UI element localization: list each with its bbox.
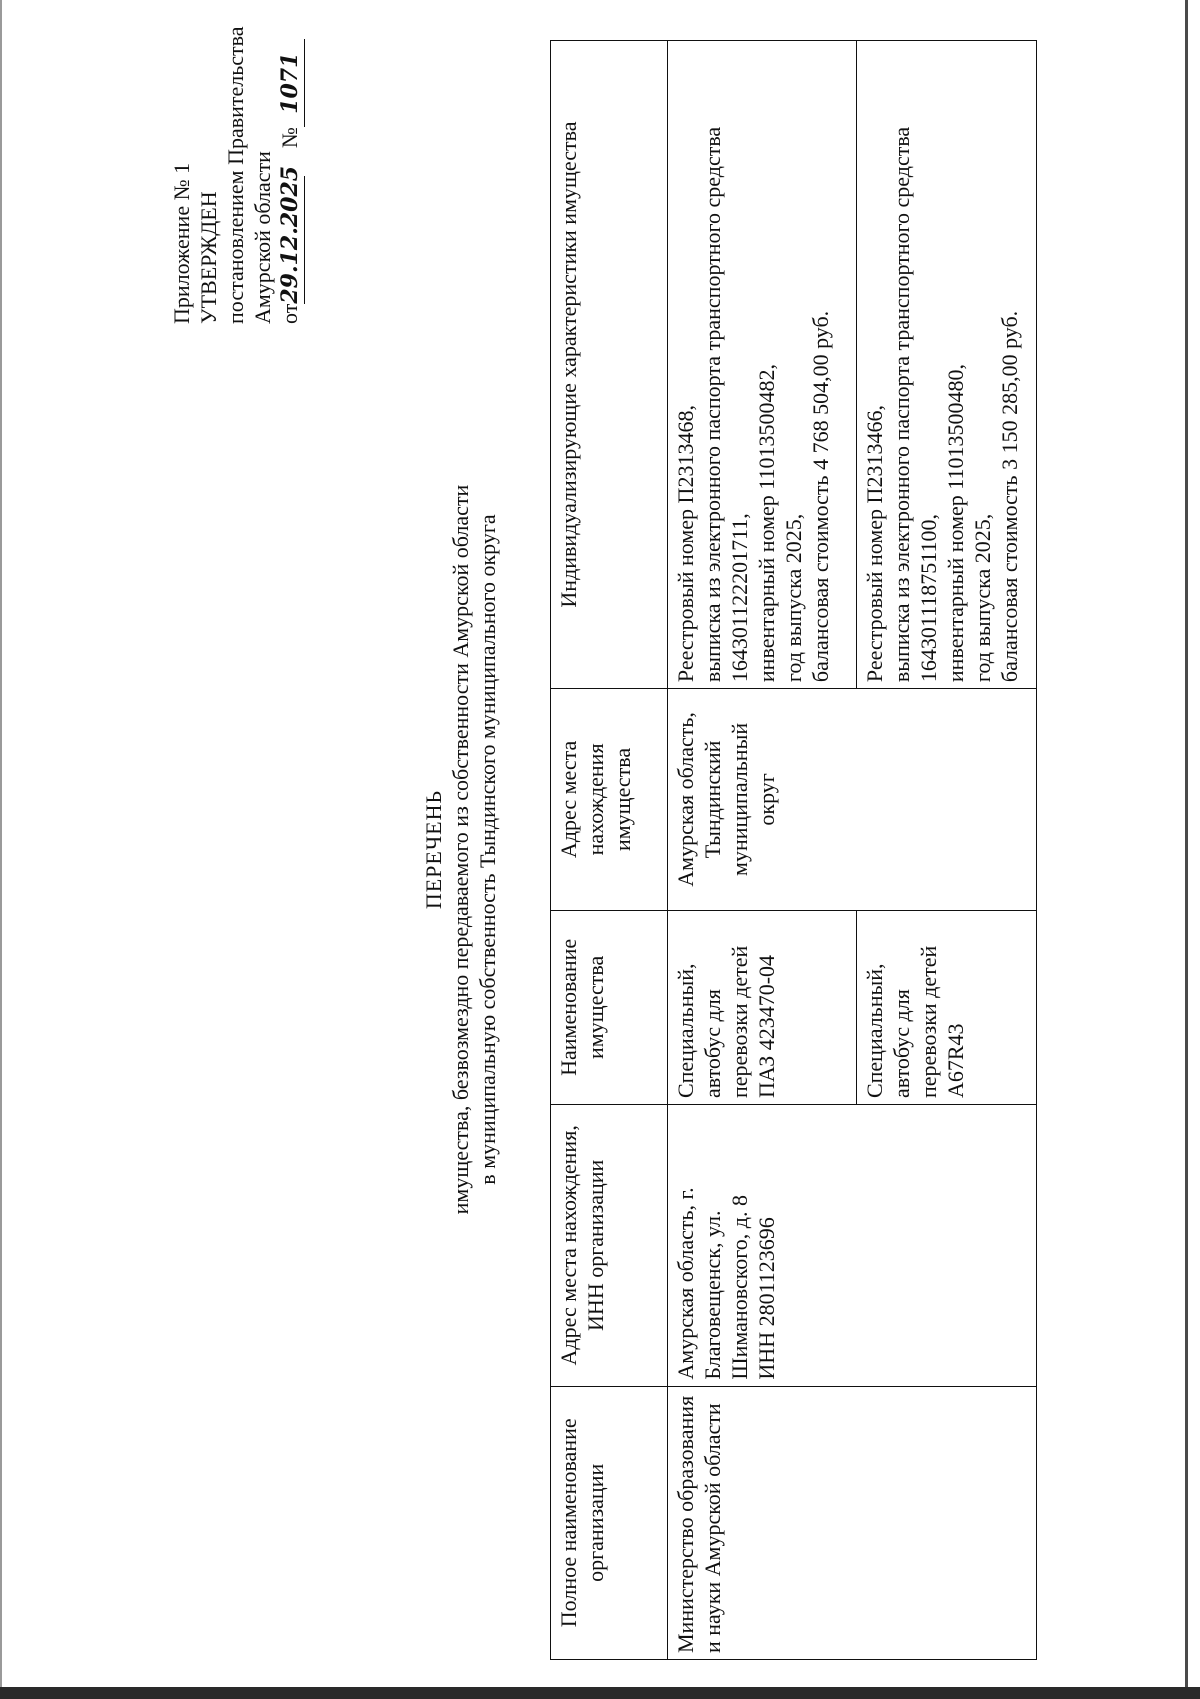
approval-block: [168, 26, 305, 324]
cell-characteristics: Реестровый номер П2313468, выписка из электронного паспорта транспортного средства 164301122201711, инвентарный номер 11013500482, год выпуска 2025, балансовая стоимость 4 768 504,00 руб.: [668, 41, 857, 689]
cell-property-address: Амурская область, Тындинский муниципальный округ: [668, 689, 1037, 911]
header-org-address: Адрес места нахождения, ИНН организации: [551, 1105, 668, 1387]
property-table: [550, 40, 1037, 1660]
document-title: ПЕРЕЧЕНЬ: [421, 789, 446, 910]
cell-property-name: Специальный, автобус для перевозки детей ПАЗ 423470-04: [668, 910, 857, 1104]
number-prefix: №: [277, 127, 302, 149]
document-heading: [420, 0, 501, 1699]
approval-region: Амурской области: [250, 151, 275, 324]
date-prefix: от: [277, 303, 302, 324]
handwritten-date: 29.12.2025: [277, 165, 303, 304]
cell-characteristics: Реестровый номер П2313466, выписка из электронного паспорта транспортного средства 164301118751100, инвентарный номер 11013500480, год выпуска 2025, балансовая стоимость 3 150 285,00 руб.: [856, 41, 1036, 689]
cell-property-name: Специальный, автобус для перевозки детей А67R43: [856, 910, 1036, 1104]
table-row: [668, 41, 857, 1660]
approval-authority: постановлением Правительства: [223, 26, 248, 324]
header-org-name: Полное наименование организации: [551, 1386, 668, 1659]
scan-edge-bottom: [0, 1687, 1200, 1699]
document-subtitle-1: имущества, безвозмездно передаваемого из собственности Амурской области: [448, 484, 473, 1215]
approval-date-line: [276, 26, 305, 324]
table-header-row: [551, 41, 668, 1660]
appendix-number: Приложение № 1: [169, 162, 194, 324]
handwritten-number: 1071: [277, 39, 305, 127]
header-characteristics: Индивидуализирующие характеристики имущества: [551, 41, 668, 689]
cell-org-address: Амурская область, г. Благовещенск, ул. Шимановского, д. 8 ИНН 2801123696: [668, 1105, 1037, 1387]
approved-label: УТВЕРЖДЕН: [196, 191, 221, 324]
cell-org-name: Министерство образования и науки Амурской области: [668, 1386, 1037, 1659]
header-property-name: Наименование имущества: [551, 910, 668, 1104]
header-property-address: Адрес места нахождения имущества: [551, 689, 668, 911]
document-subtitle-2: в муниципальную собственность Тындинского муниципального округа: [475, 514, 500, 1185]
